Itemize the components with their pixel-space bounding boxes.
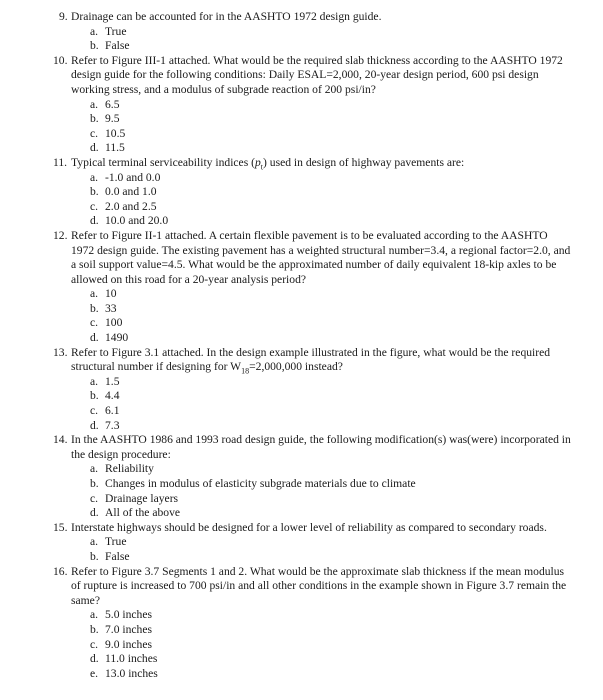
option-item[interactable] [0,39,603,54]
option-letter: c. [90,637,99,651]
option-text: 33 [105,301,117,315]
option-text: 10.5 [105,126,126,140]
option-text: 11.5 [105,141,125,155]
option-item[interactable] [0,171,603,186]
option-item[interactable] [0,550,603,565]
option-item[interactable] [0,389,603,404]
question-number: 14. [53,433,68,447]
option-text: 1.5 [105,374,120,388]
option-text: -1.0 and 0.0 [105,170,161,184]
option-letter: a. [90,462,99,476]
math-subscript: 18 [241,366,250,376]
option-item[interactable] [0,638,603,653]
question-number: 13. [53,345,68,359]
option-item[interactable] [0,492,603,507]
option-text: False [105,39,130,53]
option-item[interactable] [0,667,603,682]
option-item[interactable] [0,112,603,127]
option-letter: c. [90,491,99,505]
option-letter: b. [90,301,99,315]
option-list [0,608,603,681]
option-letter: a. [90,535,99,549]
option-letter: d. [90,141,99,155]
option-letter: a. [90,287,99,301]
question-stem: Refer to Figure II-1 attached. A certain flexible pavement is to be evaluated according to the AASHTO 1972 design guide. The existing pavement has a weighted structural number=3.4, a regional factor=2.0, and a soil support value=4.5. What would be the approximated number of daily equivalent 18-kip axles to be allowed on this road for a 20-year analysis period? [71,228,571,286]
option-text: 6.5 [105,97,120,111]
option-text: 5.0 inches [105,608,153,622]
option-letter: d. [90,331,99,345]
option-text: True [105,535,127,549]
option-text: 2.0 and 2.5 [105,199,157,213]
option-text: False [105,549,130,563]
option-item[interactable] [0,462,603,477]
option-text: 10 [105,287,117,301]
question-text [0,346,603,375]
exam-page [0,10,603,681]
question-stem: In the AASHTO 1986 and 1993 road design guide, the following modification(s) was(were) incorporated in the design procedure: [71,433,571,461]
option-item[interactable] [0,287,603,302]
question-12 [0,229,603,346]
option-item[interactable] [0,375,603,390]
question-stem-end: =2,000,000 instead? [249,360,343,374]
question-16 [0,565,603,682]
option-letter: b. [90,477,99,490]
option-item[interactable] [0,200,603,215]
option-item[interactable] [0,185,603,200]
question-15 [0,521,603,565]
option-letter: e. [90,666,99,680]
option-text: 4.4 [105,389,120,403]
option-item[interactable] [0,127,603,142]
option-item[interactable] [0,506,603,521]
option-letter: a. [90,608,99,622]
option-text: 100 [105,316,123,330]
question-stem: Refer to Figure III-1 attached. What would be the required slab thickness according to the AASHTO 1972 design guide for the following conditions: Daily ESAL=2,000, 20-year design period, 600 psi design working stress, and a modulus of subgrade reaction of 200 psi/in? [71,53,563,96]
question-10 [0,54,603,156]
question-13 [0,346,603,434]
option-letter: a. [90,24,99,38]
question-number: 11. [53,155,68,169]
question-number: 16. [53,564,68,578]
question-text [0,229,603,287]
question-text [0,565,603,609]
question-stem: Refer to Figure 3.7 Segments 1 and 2. What would be the approximate slab thickness if the mean modulus of rupture is increased to 700 psi/in and all other conditions in the example shown in Figure 3.7 remain the same? [71,564,567,607]
option-item[interactable] [0,302,603,317]
question-stem-start: Typical terminal serviceability indices ( [71,155,255,169]
option-text: Reliability [105,462,154,476]
option-letter: c. [90,199,99,213]
option-item[interactable] [0,477,603,492]
option-text: 9.5 [105,112,120,126]
option-item[interactable] [0,214,603,229]
option-text: True [105,24,127,38]
option-text: Drainage layers [105,491,179,505]
option-letter: d. [90,506,99,520]
question-number: 10. [53,53,68,67]
question-9 [0,10,603,54]
question-number: 9. [59,10,68,23]
option-list [0,287,603,345]
option-text: 7.3 [105,418,120,432]
option-item[interactable] [0,535,603,550]
option-item[interactable] [0,98,603,113]
math-subscript: t [260,162,264,172]
option-letter: b. [90,549,99,563]
option-list [0,171,603,229]
option-list [0,25,603,54]
question-11 [0,156,603,229]
question-stem: Interstate highways should be designed for a lower level of reliability as compared to secondary roads. [71,520,547,534]
option-item[interactable] [0,316,603,331]
option-letter: b. [90,622,99,636]
question-stem: Drainage can be accounted for in the AASHTO 1972 design guide. [71,10,382,23]
option-letter: b. [90,112,99,126]
question-text [0,433,603,462]
option-letter: d. [90,652,99,666]
option-list [0,98,603,156]
option-list [0,462,603,520]
question-number: 15. [53,520,68,534]
option-letter: b. [90,185,99,199]
option-letter: d. [90,418,99,432]
option-text: 6.1 [105,404,120,418]
option-letter: d. [90,214,99,228]
question-number: 12. [53,228,68,242]
option-text: 11.0 inches [105,652,158,666]
question-14 [0,433,603,521]
option-item[interactable] [0,404,603,419]
option-letter: b. [90,389,99,403]
option-item[interactable] [0,652,603,667]
question-text [0,156,603,171]
option-text: All of the above [105,506,181,520]
option-letter: a. [90,97,99,111]
question-text [0,10,603,25]
option-list [0,535,603,564]
math-symbol: p [254,155,261,169]
option-letter: a. [90,374,99,388]
question-text [0,54,603,98]
option-text: 7.0 inches [105,622,153,636]
option-letter: a. [90,170,99,184]
option-item[interactable] [0,25,603,40]
question-stem-end: ) used in design of highway pavements are: [263,155,465,169]
question-stem-start: Refer to Figure 3.1 attached. In the design example illustrated in the figure, what would be the required structural number if designing for W [71,345,551,374]
option-text: 0.0 and 1.0 [105,185,157,199]
option-text: 1490 [105,331,129,345]
option-item[interactable] [0,623,603,638]
option-item[interactable] [0,141,603,156]
option-list [0,375,603,433]
option-item[interactable] [0,331,603,346]
option-text: 13.0 inches [105,666,158,680]
option-letter: b. [90,39,99,53]
option-item[interactable] [0,419,603,434]
question-text [0,521,603,536]
option-letter: c. [90,126,99,140]
option-item[interactable] [0,608,603,623]
option-text: 9.0 inches [105,637,153,651]
option-text: Changes in modulus of elasticity subgrade materials due to climate [105,477,416,490]
option-letter: c. [90,316,99,330]
option-letter: c. [90,404,99,418]
option-text: 10.0 and 20.0 [105,214,169,228]
